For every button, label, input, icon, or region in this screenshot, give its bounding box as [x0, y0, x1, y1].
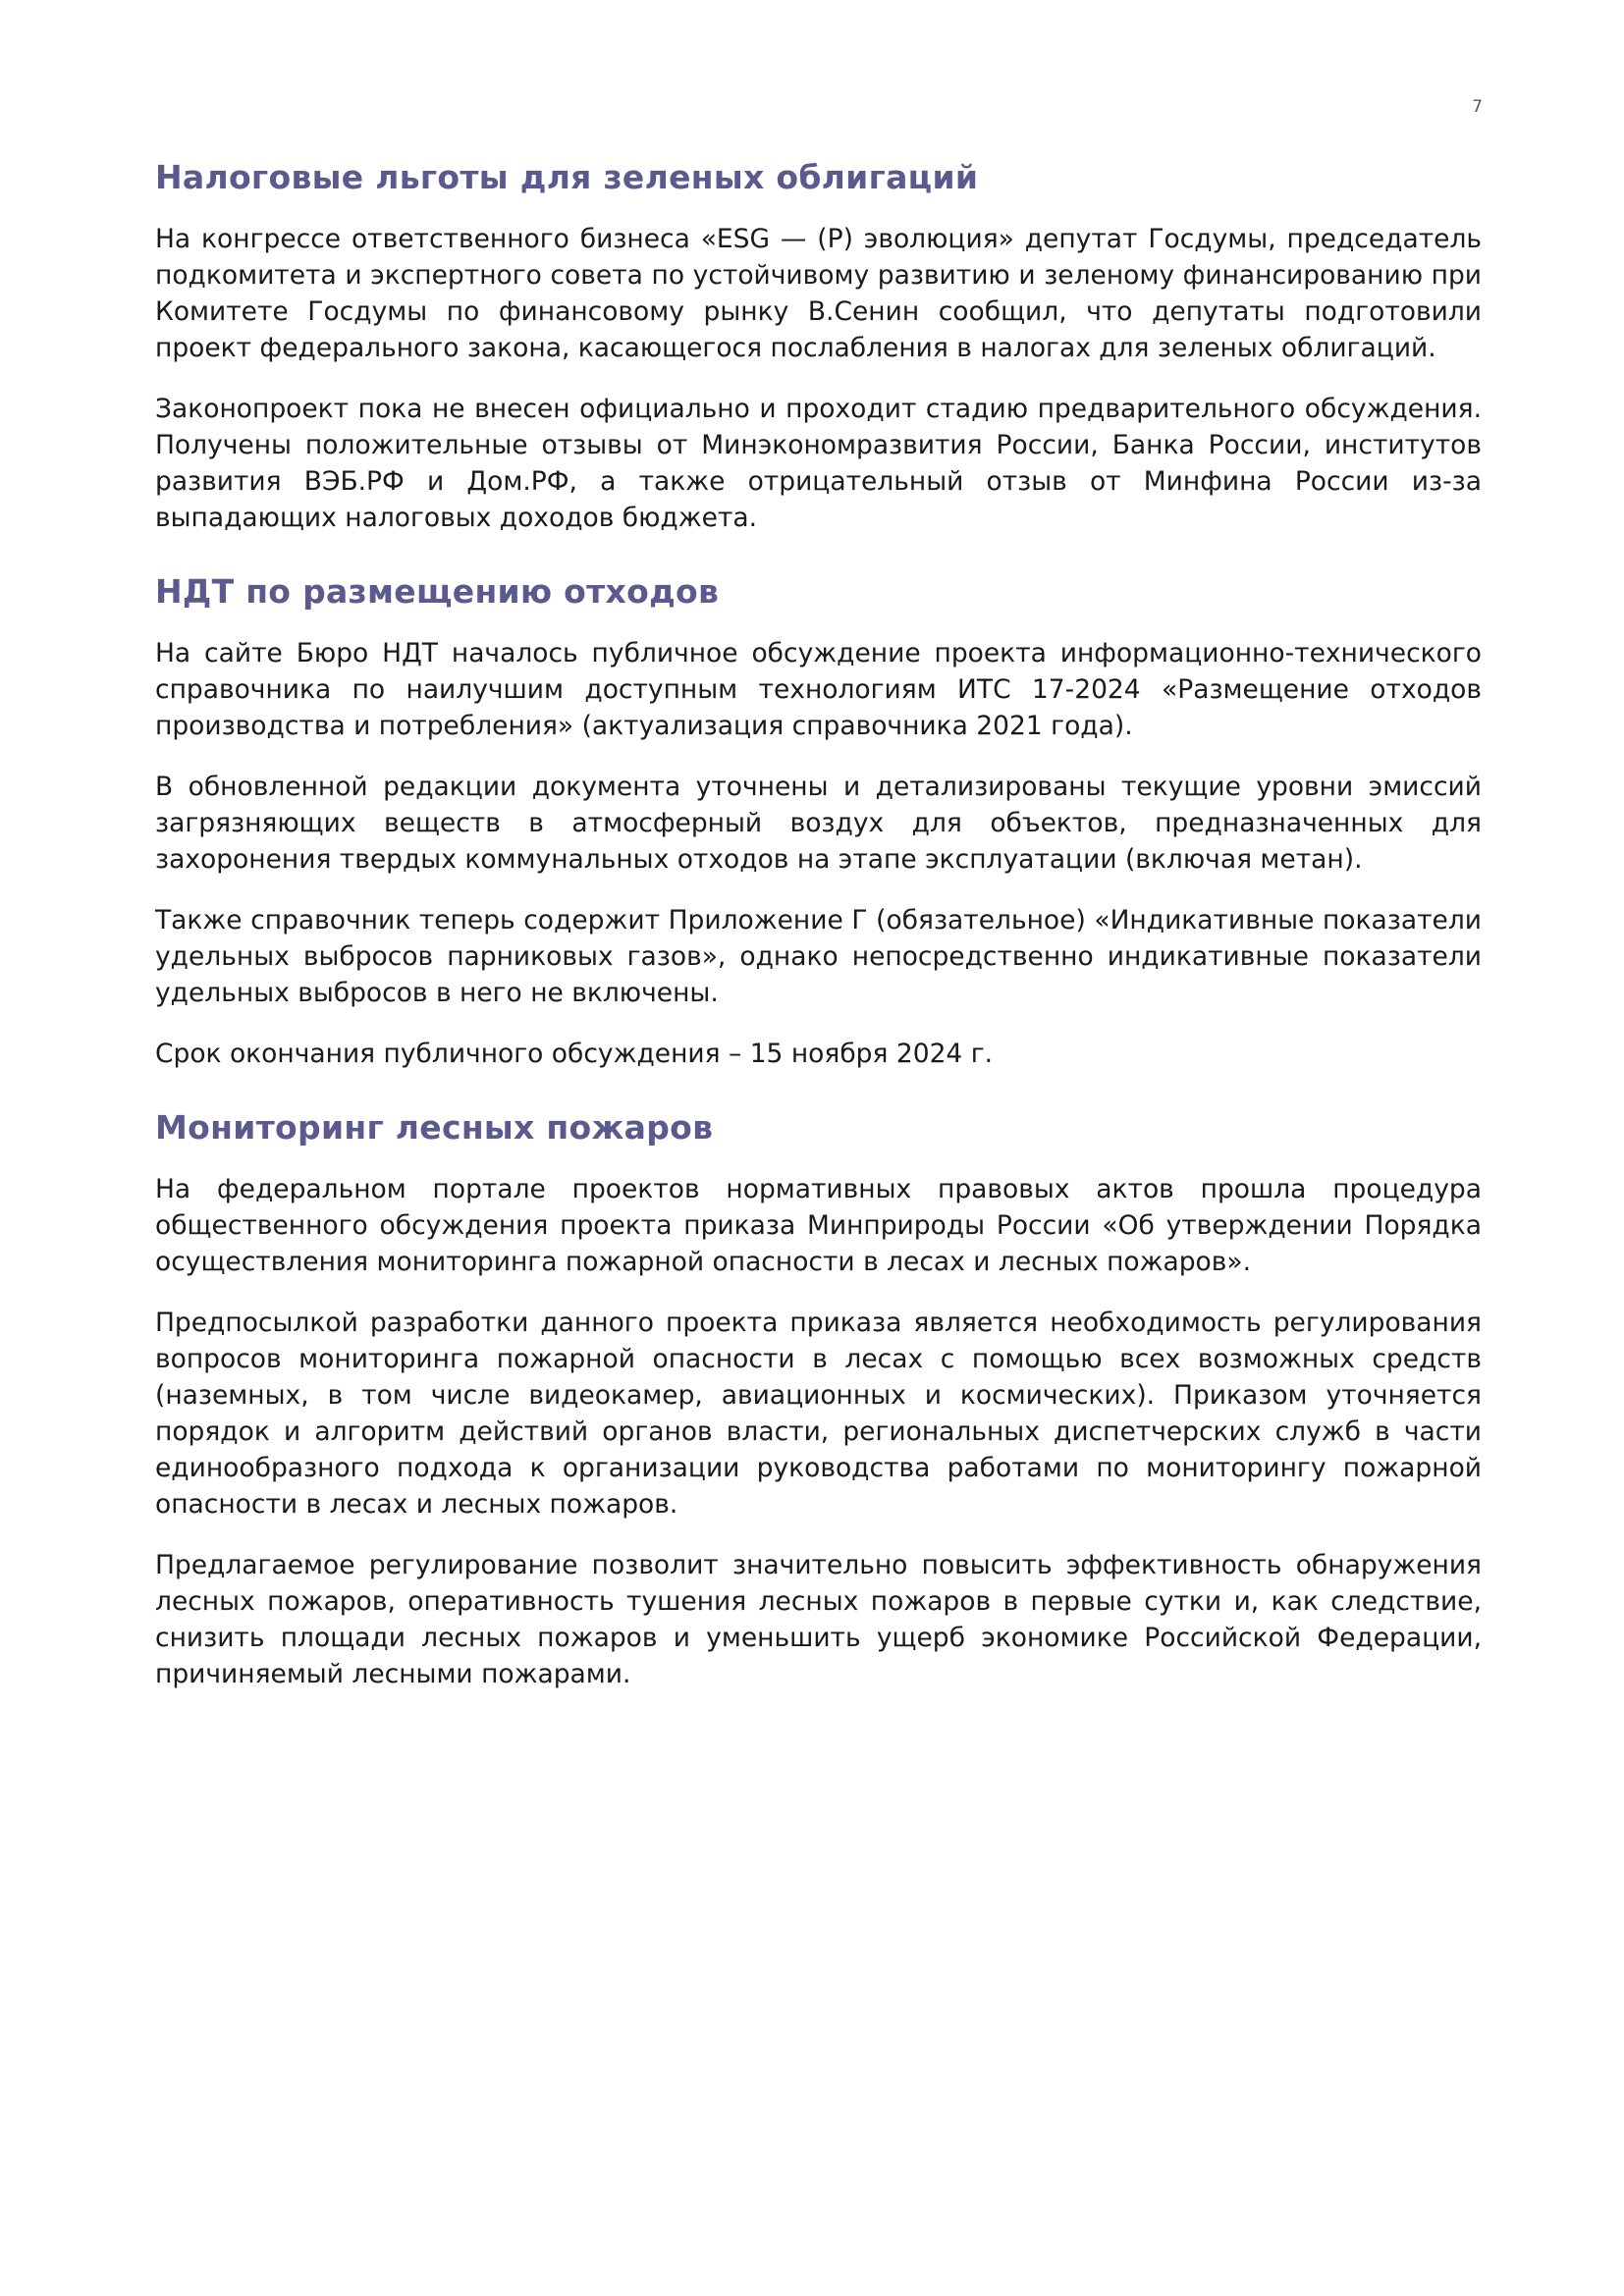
section-title: Налоговые льготы для зеленых облигаций: [155, 158, 979, 196]
section-forest-fires: [155, 1107, 1482, 1692]
section-title: НДТ по размещению отходов: [155, 571, 720, 611]
paragraph: На конгрессе ответственного бизнеса «ESG — (Р) эволюция» депутат Госдумы, председатель подкомитета и экспертного совета по устойчивому развитию и зеленому финансированию при Комитете Госдумы по финансовому рынку В.Сенин сообщил, что депутаты подготовили проект федерального закона, касающегося послабления в налогах для зеленых облигаций.: [155, 223, 1482, 363]
paragraph: Срок окончания публичного обсуждения – 15 ноября 2024 г.: [155, 1038, 994, 1069]
paragraph: Предлагаемое регулирование позволит значительно повысить эффективность обнаружения лесных пожаров, оперативность тушения лесных пожаров в первые сутки и, как следствие, снизить площади лесных пожаров и уменьшить ущерб экономике Российской Федерации, причиняемый лесными пожарами.: [155, 1549, 1482, 1689]
page-number: 7: [1472, 97, 1483, 117]
paragraph: В обновленной редакции документа уточнены и детализированы текущие уровни эмиссий загрязняющих веществ в атмосферный воздух для объектов, предназначенных для захоронения твердых коммунальных отходов на этапе эксплуатации (включая метан).: [155, 771, 1482, 875]
paragraph: На сайте Бюро НДТ началось публичное обсуждение проекта информационно-технического справочника по наилучшим доступным технологиям ИТС 17-2024 «Размещение отходов производства и потребления» (актуализация справочника 2021 года).: [155, 637, 1482, 741]
section-green-bonds: [155, 157, 1482, 536]
paragraph: На федеральном портале проектов нормативных правовых актов прошла процедура общественного обсуждения проекта приказа Минприроды России «Об утверждении Порядка осуществления мониторинга пожарной опасности в лесах и лесных пожаров».: [155, 1173, 1482, 1277]
section-title: Мониторинг лесных пожаров: [155, 1107, 714, 1147]
paragraph: Также справочник теперь содержит Приложение Г (обязательное) «Индикативные показатели удельных выбросов парниковых газов», однако непосредственно индикативные показатели удельных выбросов в него не включены.: [155, 904, 1482, 1008]
document-body: [155, 157, 1482, 1728]
paragraph: Предпосылкой разработки данного проекта приказа является необходимость регулирования вопросов мониторинга пожарной опасности в лесах с помощью всех возможных средств (наземных, в том числе видеокамер, авиационных и космических). Приказом уточняется порядок и алгоритм действий органов власти, региональных диспетчерских служб в части единообразного подхода к организации руководства работами по мониторингу пожарной опасности в лесах и лесных пожаров.: [155, 1307, 1482, 1520]
paragraph: Законопроект пока не внесен официально и проходит стадию предварительного обсуждения. Получены положительные отзывы от Минэкономразвития России, Банка России, институтов развития ВЭБ.РФ и Дом.РФ, а также отрицательный отзыв от Минфина России из-за выпадающих налоговых доходов бюджета.: [155, 393, 1482, 533]
section-waste-bat: [155, 571, 1482, 1072]
